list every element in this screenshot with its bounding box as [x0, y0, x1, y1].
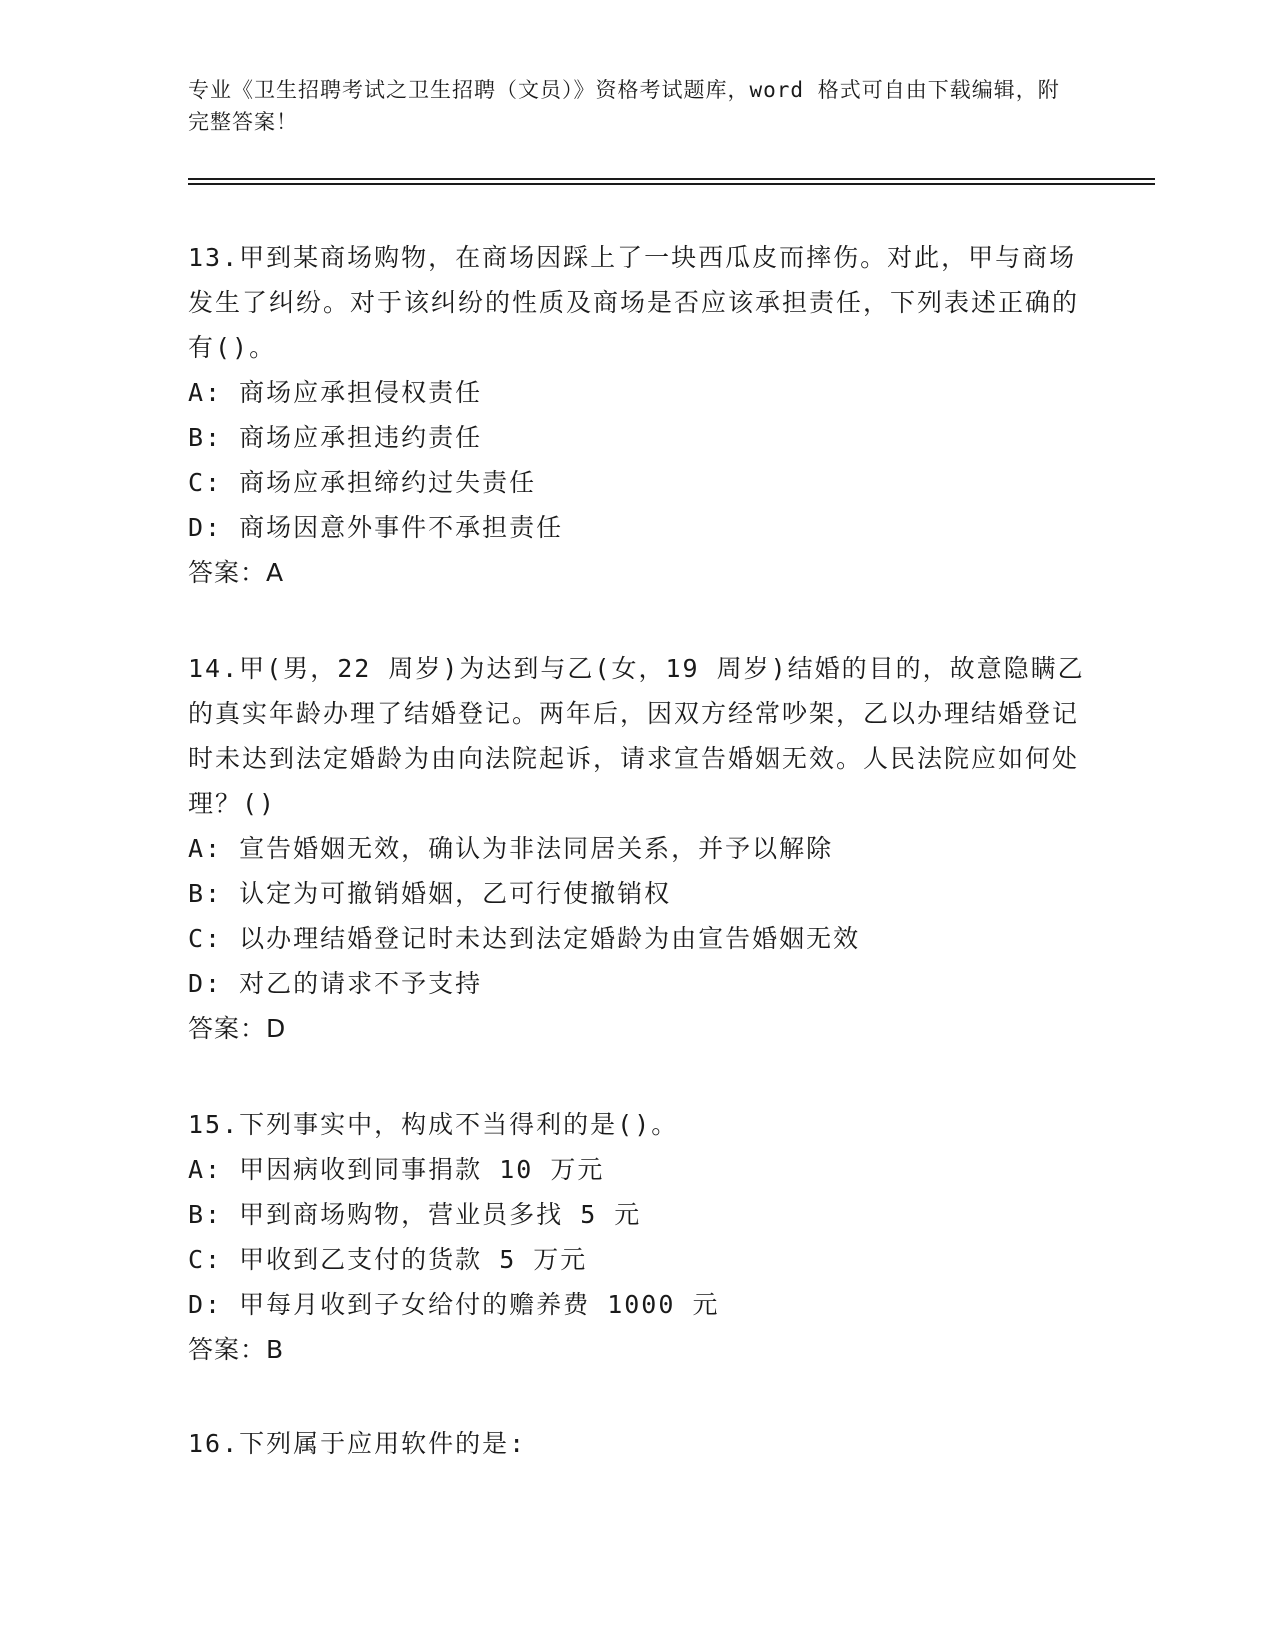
header-divider-top: [188, 178, 1155, 180]
option-d: D: 商场因意外事件不承担责任: [188, 513, 564, 542]
option-b: B: 甲到商场购物，营业员多找 5 元: [188, 1200, 642, 1229]
option-a: A: 宣告婚姻无效，确认为非法同居关系，并予以解除: [188, 834, 834, 863]
question-stem: 15.下列事实中，构成不当得利的是()。: [188, 1110, 679, 1139]
option-a: A: 商场应承担侵权责任: [188, 378, 483, 407]
option-d: D: 对乙的请求不予支持: [188, 969, 483, 998]
question-stem: 16.下列属于应用软件的是:: [188, 1429, 527, 1458]
answer-label: 答案：D: [188, 1014, 287, 1043]
question-stem: 14.甲(男，22 周岁)为达到与乙(女，19 周岁)结婚的目的，故意隐瞒乙的真实年龄办理了结婚登记。两年后，因双方经常吵架，乙以办理结婚登记时未达到法定婚龄为由向法院起诉，请求宣告婚姻无效。人民法院应如何处理？(): [188, 654, 1085, 818]
option-c: C: 商场应承担缔约过失责任: [188, 468, 537, 497]
answer-label: 答案：B: [188, 1335, 285, 1364]
option-b: B: 商场应承担违约责任: [188, 423, 483, 452]
option-b: B: 认定为可撤销婚姻，乙可行使撤销权: [188, 879, 672, 908]
question-15: [188, 1102, 1088, 1372]
option-c: C: 甲收到乙支付的货款 5 万元: [188, 1245, 588, 1274]
option-a: A: 甲因病收到同事捐款 10 万元: [188, 1155, 605, 1184]
option-c: C: 以办理结婚登记时未达到法定婚龄为由宣告婚姻无效: [188, 924, 861, 953]
answer-label: 答案：A: [188, 558, 285, 587]
option-d: D: 甲每月收到子女给付的赡养费 1000 元: [188, 1290, 720, 1319]
question-16: [188, 1421, 1088, 1466]
question-14: [188, 646, 1088, 1051]
question-stem: 13.甲到某商场购物，在商场因踩上了一块西瓜皮而摔伤。对此，甲与商场发生了纠纷。对于该纠纷的性质及商场是否应该承担责任，下列表述正确的有()。: [188, 243, 1080, 362]
document-header: 专业《卫生招聘考试之卫生招聘（文员）》资格考试题库，word 格式可自由下载编辑，附完整答案！: [188, 78, 1060, 134]
header-divider-bottom: [188, 183, 1155, 185]
question-13: [188, 235, 1088, 595]
